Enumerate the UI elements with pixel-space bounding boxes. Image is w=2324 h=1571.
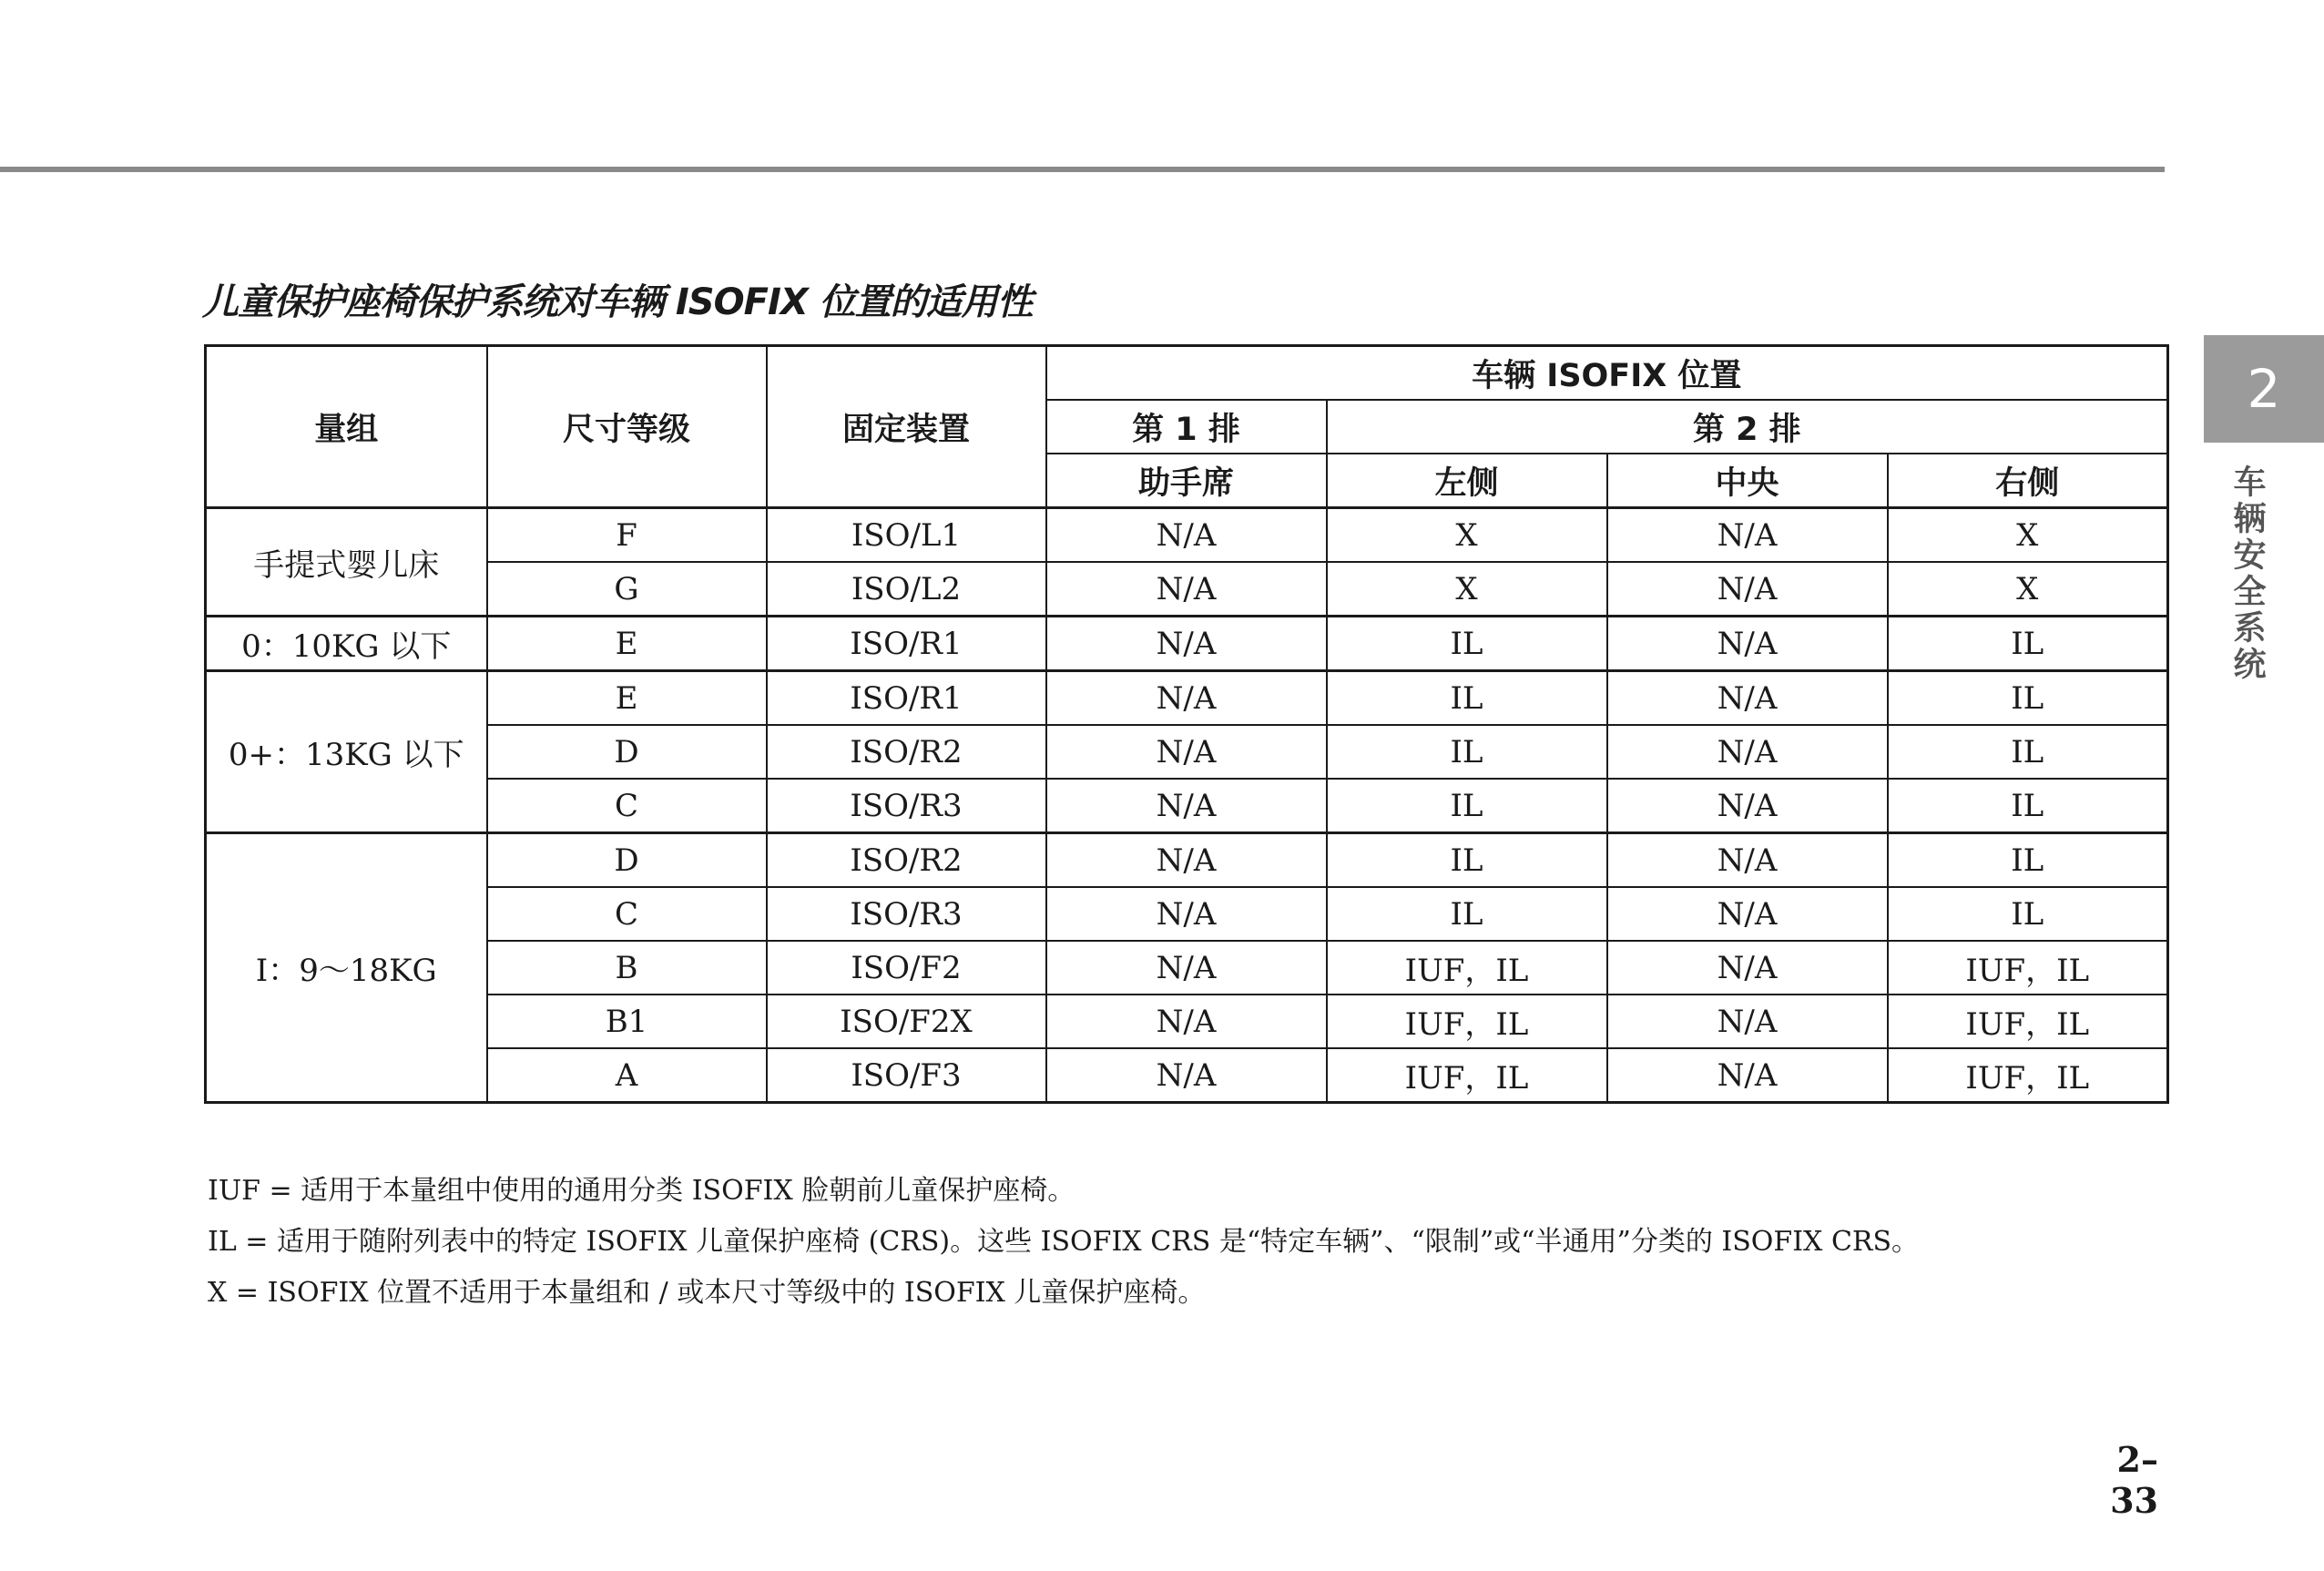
left-cell: IUF，IL xyxy=(1327,941,1607,995)
left-cell: IUF，IL xyxy=(1327,995,1607,1048)
passenger-cell: N/A xyxy=(1046,671,1327,726)
right-cell: IL xyxy=(1888,617,2168,671)
note-x: X = ISOFIX 位置不适用于本量组和 / 或本尺寸等级中的 ISOFIX 儿童保护座椅。 xyxy=(208,1277,1206,1309)
right-cell: IL xyxy=(1888,671,2168,726)
fixture-cell: ISO/L2 xyxy=(767,562,1046,617)
right-cell: X xyxy=(1888,508,2168,563)
size-cell: D xyxy=(487,833,767,888)
passenger-cell: N/A xyxy=(1046,562,1327,617)
left-cell: IL xyxy=(1327,779,1607,833)
header-size-class: 尺寸等级 xyxy=(487,346,767,508)
mass-group-cell: 0：10KG 以下 xyxy=(206,617,487,671)
right-cell: IL xyxy=(1888,887,2168,941)
legend-notes xyxy=(208,1166,2211,1319)
table-row xyxy=(206,833,2168,888)
header-mass-group: 量组 xyxy=(206,346,487,508)
passenger-cell: N/A xyxy=(1046,995,1327,1048)
table-row xyxy=(206,562,2168,617)
size-cell: G xyxy=(487,562,767,617)
center-cell: N/A xyxy=(1607,779,1888,833)
table-row xyxy=(206,779,2168,833)
left-cell: IL xyxy=(1327,725,1607,779)
size-cell: C xyxy=(487,887,767,941)
center-cell: N/A xyxy=(1607,995,1888,1048)
right-cell: IUF，IL xyxy=(1888,1048,2168,1103)
fixture-cell: ISO/R2 xyxy=(767,833,1046,888)
note-il: IL = 适用于随附列表中的特定 ISOFIX 儿童保护座椅 (CRS)。这些 ISOFIX CRS 是“特定车辆”、“限制”或“半通用”分类的 ISOFIX CRS。 xyxy=(208,1226,1920,1258)
mass-group-cell: I：9～18KG xyxy=(206,833,487,1103)
center-cell: N/A xyxy=(1607,941,1888,995)
center-cell: N/A xyxy=(1607,1048,1888,1103)
right-cell: IL xyxy=(1888,833,2168,888)
center-cell: N/A xyxy=(1607,887,1888,941)
table-row xyxy=(206,995,2168,1048)
passenger-cell: N/A xyxy=(1046,779,1327,833)
left-cell: IL xyxy=(1327,671,1607,726)
left-cell: IL xyxy=(1327,833,1607,888)
fixture-cell: ISO/F2X xyxy=(767,995,1046,1048)
header-fixture: 固定装置 xyxy=(767,346,1046,508)
table-row xyxy=(206,671,2168,726)
passenger-cell: N/A xyxy=(1046,1048,1327,1103)
top-divider xyxy=(0,167,2165,172)
center-cell: N/A xyxy=(1607,617,1888,671)
passenger-cell: N/A xyxy=(1046,887,1327,941)
page-title: 儿童保护座椅保护系统对车辆 ISOFIX 位置的适用性 xyxy=(202,281,1033,323)
size-cell: B1 xyxy=(487,995,767,1048)
fixture-cell: ISO/R2 xyxy=(767,725,1046,779)
size-cell: C xyxy=(487,779,767,833)
size-cell: B xyxy=(487,941,767,995)
passenger-cell: N/A xyxy=(1046,725,1327,779)
header-vehicle-isofix: 车辆 ISOFIX 位置 xyxy=(1046,346,2168,401)
left-cell: IUF，IL xyxy=(1327,1048,1607,1103)
left-cell: IL xyxy=(1327,617,1607,671)
right-cell: IL xyxy=(1888,779,2168,833)
right-cell: X xyxy=(1888,562,2168,617)
fixture-cell: ISO/R1 xyxy=(767,671,1046,726)
passenger-cell: N/A xyxy=(1046,833,1327,888)
size-cell: D xyxy=(487,725,767,779)
fixture-cell: ISO/R1 xyxy=(767,617,1046,671)
chapter-number: 2 xyxy=(2247,358,2281,420)
fixture-cell: ISO/F2 xyxy=(767,941,1046,995)
header-passenger: 助手席 xyxy=(1046,454,1327,508)
passenger-cell: N/A xyxy=(1046,617,1327,671)
table-row xyxy=(206,887,2168,941)
note-iuf: IUF = 适用于本量组中使用的通用分类 ISOFIX 脸朝前儿童保护座椅。 xyxy=(208,1175,1075,1207)
size-cell: E xyxy=(487,617,767,671)
fixture-cell: ISO/R3 xyxy=(767,779,1046,833)
right-cell: IL xyxy=(1888,725,2168,779)
left-cell: X xyxy=(1327,508,1607,563)
header-center: 中央 xyxy=(1607,454,1888,508)
isofix-applicability-table xyxy=(204,344,2169,1104)
header-row1: 第 1 排 xyxy=(1046,400,1327,454)
right-cell: IUF，IL xyxy=(1888,995,2168,1048)
mass-group-cell: 手提式婴儿床 xyxy=(206,508,487,617)
fixture-cell: ISO/F3 xyxy=(767,1048,1046,1103)
header-right: 右侧 xyxy=(1888,454,2168,508)
header-row2: 第 2 排 xyxy=(1327,400,2168,454)
fixture-cell: ISO/R3 xyxy=(767,887,1046,941)
center-cell: N/A xyxy=(1607,508,1888,563)
size-cell: F xyxy=(487,508,767,563)
table-row xyxy=(206,1048,2168,1103)
chapter-tab xyxy=(2204,335,2324,443)
table-row xyxy=(206,508,2168,563)
left-cell: IL xyxy=(1327,887,1607,941)
size-cell: A xyxy=(487,1048,767,1103)
mass-group-cell: 0+：13KG 以下 xyxy=(206,671,487,833)
fixture-cell: ISO/L1 xyxy=(767,508,1046,563)
size-cell: E xyxy=(487,671,767,726)
table-row xyxy=(206,941,2168,995)
center-cell: N/A xyxy=(1607,562,1888,617)
table-row xyxy=(206,725,2168,779)
center-cell: N/A xyxy=(1607,725,1888,779)
passenger-cell: N/A xyxy=(1046,941,1327,995)
header-left: 左侧 xyxy=(1327,454,1607,508)
page-number: 2–33 xyxy=(2110,1439,2158,1521)
center-cell: N/A xyxy=(1607,671,1888,726)
center-cell: N/A xyxy=(1607,833,1888,888)
passenger-cell: N/A xyxy=(1046,508,1327,563)
left-cell: X xyxy=(1327,562,1607,617)
chapter-label: 车辆安全系统 xyxy=(2228,464,2266,683)
table-row xyxy=(206,617,2168,671)
right-cell: IUF，IL xyxy=(1888,941,2168,995)
